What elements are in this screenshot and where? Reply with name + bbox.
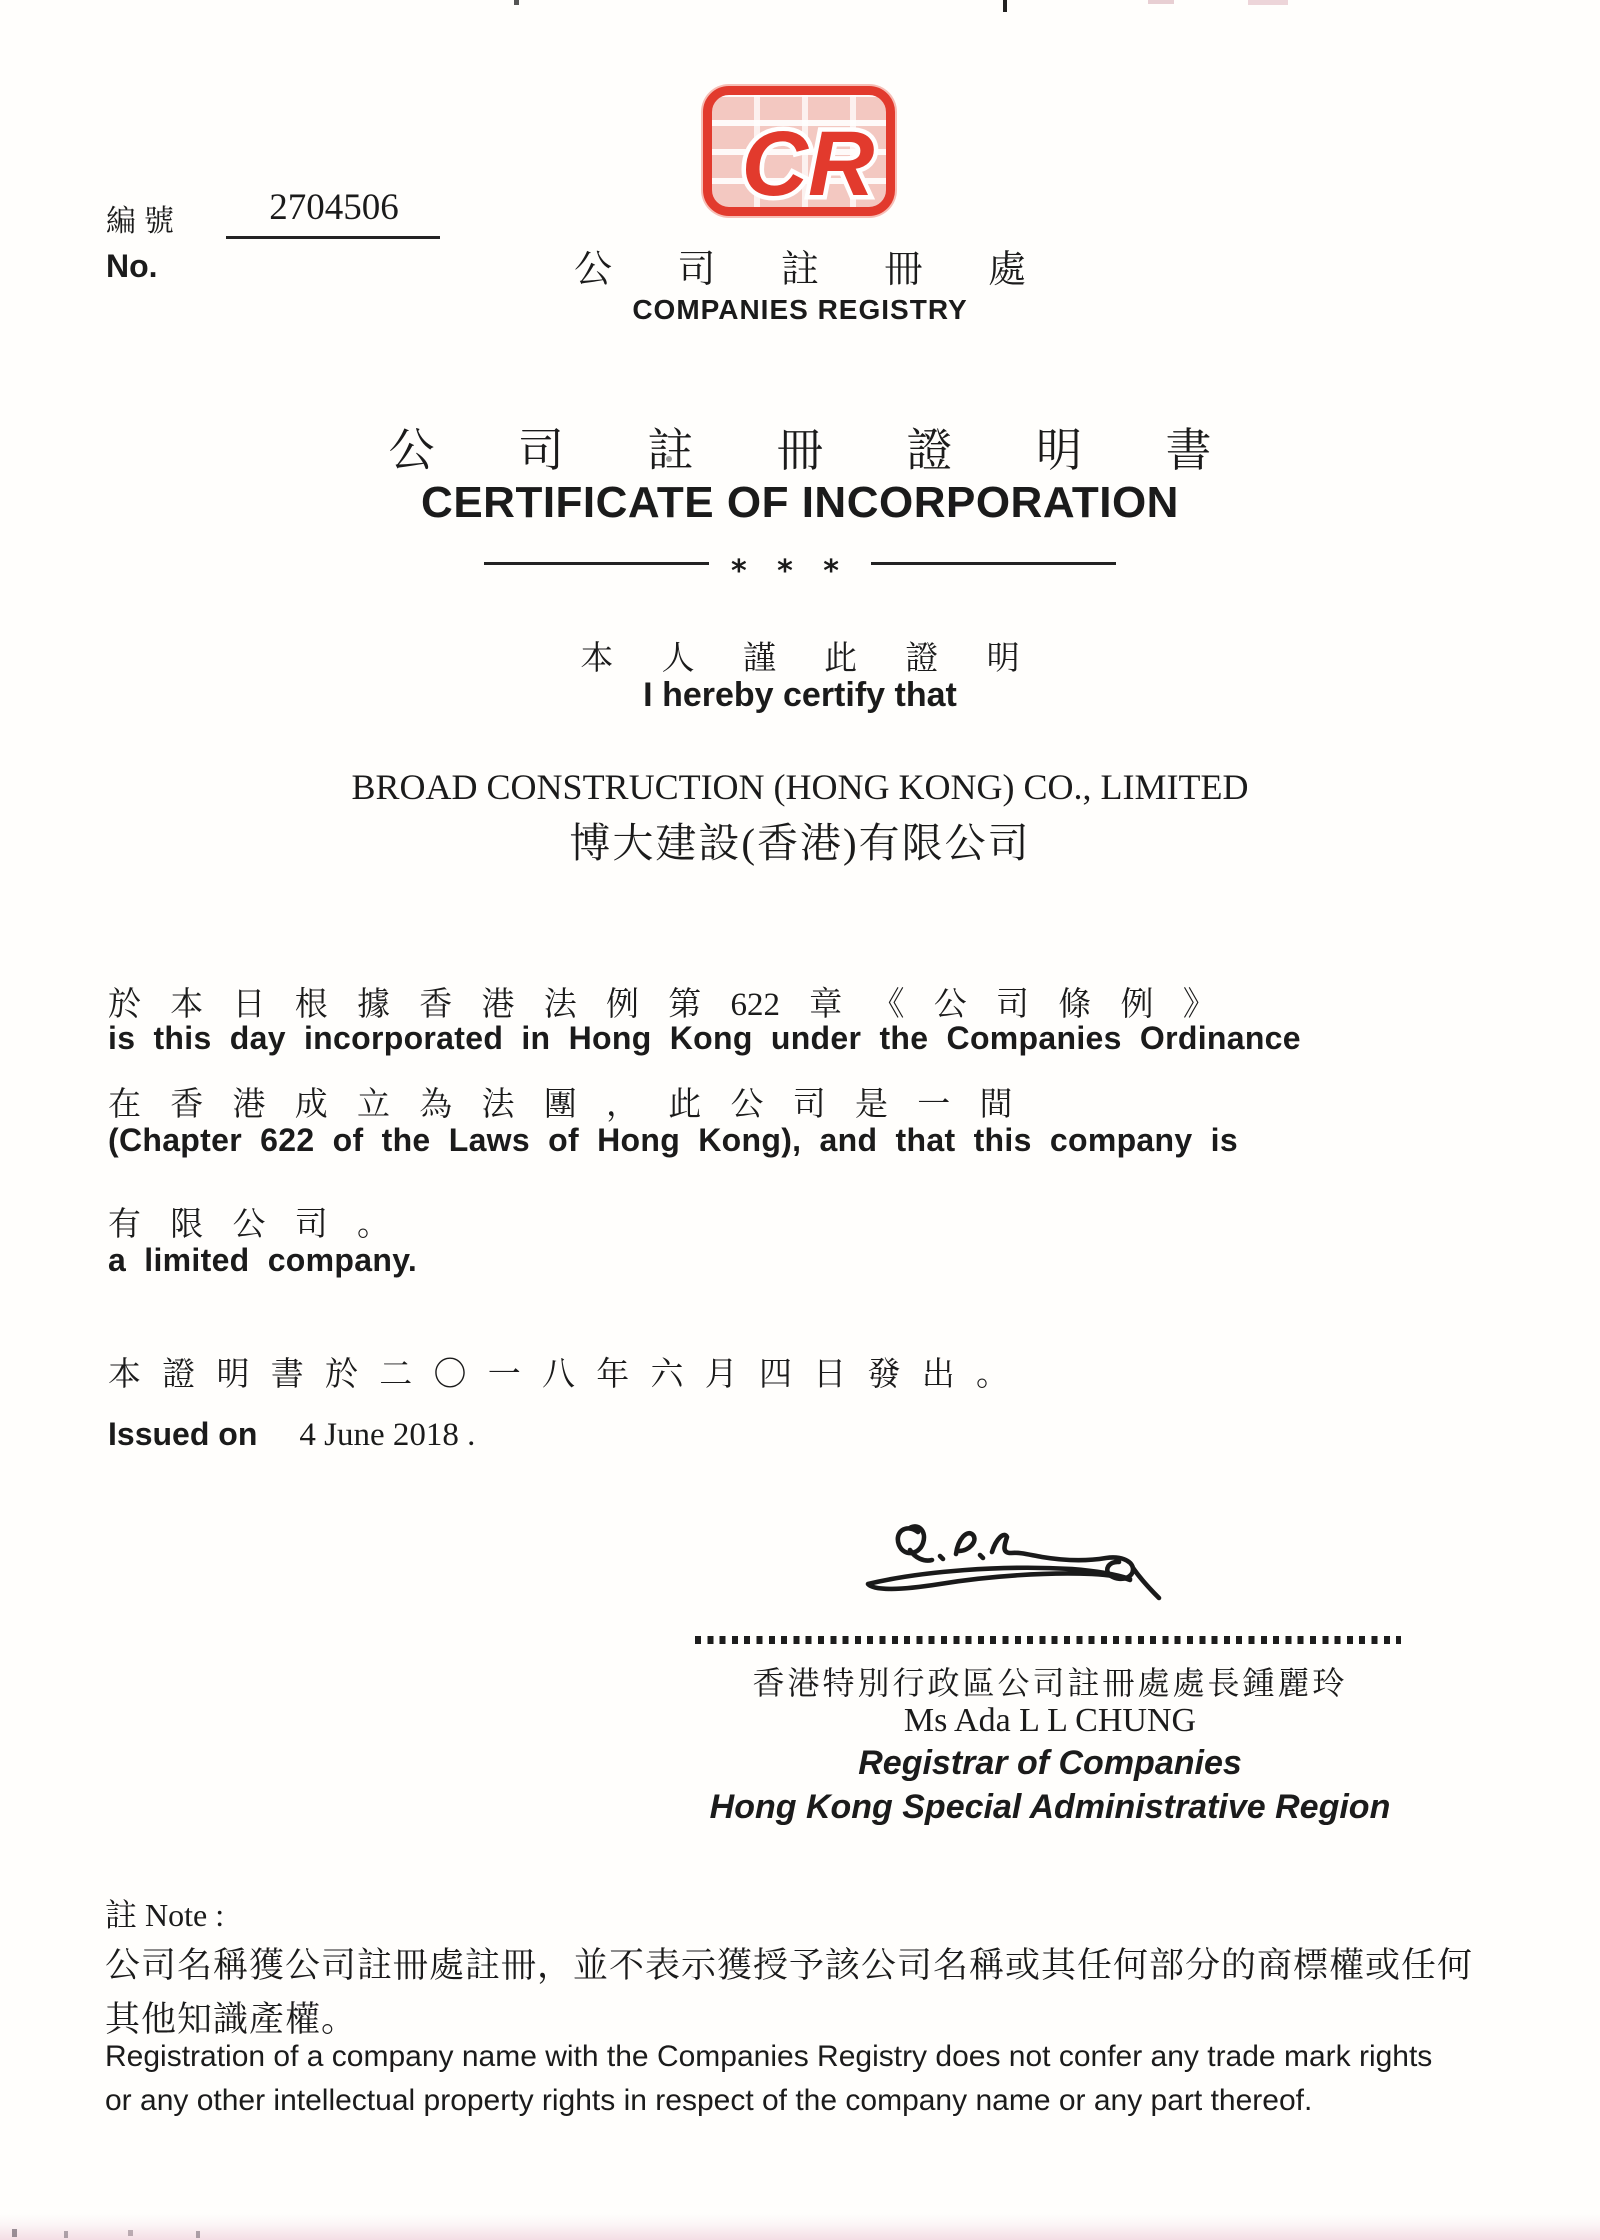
certify-statement-en: I hereby certify that <box>643 676 957 714</box>
registry-name-en: COMPANIES REGISTRY <box>632 294 968 325</box>
issue-date-en <box>108 1416 1498 1454</box>
registrar-title: Registrar of Companies <box>858 1744 1242 1782</box>
registrar-line-cn: 香港特別行政區公司註冊處處長鍾麗玲 <box>752 1665 1348 1701</box>
company-name-en: BROAD CONSTRUCTION (HONG KONG) CO., LIMITED <box>351 767 1249 807</box>
note-en-line1: Registration of a company name with the Companies Registry does not confer any trade mark rights <box>105 2040 1433 2073</box>
certificate-title-en: CERTIFICATE OF INCORPORATION <box>421 478 1179 527</box>
certify-statement-cn: 本 人 謹 此 證 明 <box>580 641 1040 677</box>
scan-artifact <box>64 2231 68 2238</box>
number-label-cn: 編號 <box>106 205 182 238</box>
title-divider <box>0 548 1600 589</box>
paragraph3-en: a limited company. <box>108 1242 418 1278</box>
divider-stars: * * * <box>731 554 849 589</box>
company-name-cn: 博大建設(香港)有限公司 <box>569 820 1031 866</box>
companies-registry-logo-icon <box>703 86 895 216</box>
logo-initials: CR <box>741 113 875 215</box>
paragraph2-cn: 在 香 港 成 立 為 法 團 ， 此 公 司 是 一 間 <box>108 1087 1013 1123</box>
registrar-region: Hong Kong Special Administrative Region <box>709 1788 1391 1826</box>
certificate-number: 2704506 <box>269 187 399 228</box>
note-en-line2: or any other intellectual property rights in respect of the company name or any part thereof. <box>105 2084 1313 2117</box>
scan-noise-band <box>0 2214 1600 2240</box>
paragraph3-cn: 有 限 公 司 。 <box>108 1207 390 1243</box>
registrar-signature-icon <box>852 1518 1182 1628</box>
signature-dotted-line <box>695 1636 1401 1644</box>
scan-artifact <box>12 2229 17 2237</box>
scan-artifact <box>128 2230 133 2236</box>
note-cn-line1: 公司名稱獲公司註冊處註冊，並不表示獲授予該公司名稱或其任何部分的商標權或任何 <box>105 1946 1474 1985</box>
registrar-name: Ms Ada L L CHUNG <box>903 1702 1197 1739</box>
scan-artifact <box>196 2231 200 2238</box>
scan-artifact <box>1148 0 1174 4</box>
scan-artifact <box>1003 0 1007 12</box>
registry-name-cn: 公 司 註 冊 處 <box>573 249 1054 291</box>
number-label-en: No. <box>106 248 158 284</box>
issue-date-value: 4 June 2018 . <box>299 1417 476 1453</box>
note-label: 註 Note : <box>105 1897 225 1933</box>
scan-artifact <box>514 0 519 5</box>
divider-line-right <box>871 562 1116 565</box>
divider-line-left <box>484 562 709 565</box>
paragraph2-en: (Chapter 622 of the Laws of Hong Kong), and that this company is <box>108 1122 1238 1158</box>
certificate-title-cn: 公 司 註 冊 證 明 書 <box>388 425 1248 476</box>
note-cn-line2: 其他知識產權。 <box>105 2000 358 2039</box>
issue-date-cn: 本 證 明 書 於 二 〇 一 八 年 六 月 四 日 發 出 。 <box>108 1357 1009 1393</box>
paragraph1-cn: 於 本 日 根 據 香 港 法 例 第 622 章 《 公 司 條 例 》 <box>108 987 1216 1023</box>
paragraph1-en: is this day incorporated in Hong Kong under the Companies Ordinance <box>108 1020 1301 1056</box>
scan-artifact <box>1248 0 1288 5</box>
issued-on-label: Issued on <box>108 1416 258 1452</box>
